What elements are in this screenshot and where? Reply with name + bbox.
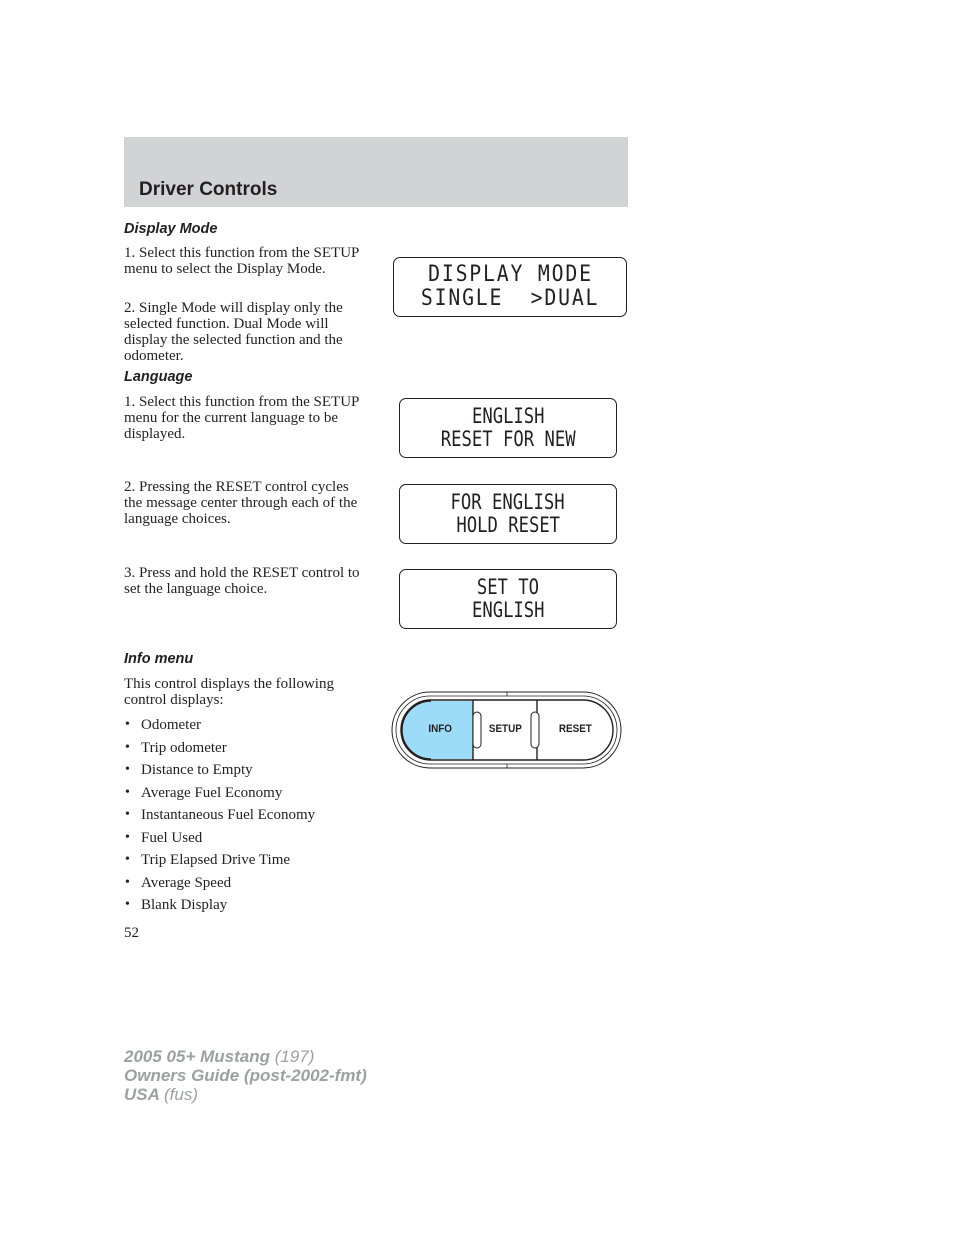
lcd-line-1: FOR ENGLISH [450, 490, 566, 514]
language-lcd-english [399, 398, 617, 458]
list-item: • Trip odometer [124, 737, 315, 760]
language-step-2: 2. Pressing the RESET control cycles the message center through each of the language choices. [124, 479, 358, 527]
info-menu-intro: This control displays the following control displays: [124, 676, 334, 708]
reset-button-label: RESET [558, 723, 592, 735]
info-menu-heading: Info menu [124, 651, 194, 667]
list-item: • Trip Elapsed Drive Time [124, 849, 315, 872]
page-title: Driver Controls [139, 179, 278, 200]
lcd-line-1: DISPLAY MODE [427, 262, 593, 287]
display-mode-heading: Display Mode [124, 221, 218, 237]
lcd-line-2: RESET FOR NEW [440, 427, 576, 451]
display-mode-lcd [393, 257, 627, 317]
lcd-line-2: HOLD RESET [456, 513, 560, 537]
footer-model: 2005 05+ Mustang [124, 1047, 270, 1066]
info-menu-list [124, 714, 315, 917]
setup-button-label: SETUP [488, 723, 522, 735]
footer-market: USA [124, 1085, 160, 1104]
language-lcd-hold-reset [399, 484, 617, 544]
display-mode-step-1: 1. Select this function from the SETUP menu to select the Display Mode. [124, 245, 359, 277]
footer-model-code: (197) [274, 1047, 315, 1066]
document-footer [124, 1047, 367, 1104]
page-number: 52 [124, 925, 139, 941]
header-band [124, 137, 628, 207]
list-item: • Distance to Empty [124, 759, 315, 782]
footer-market-code: (fus) [164, 1085, 198, 1104]
list-item: • Blank Display [124, 894, 315, 917]
display-mode-step-2: 2. Single Mode will display only the selected function. Dual Mode will display the selected function and the odometer. [124, 300, 343, 364]
info-setup-reset-control [391, 690, 623, 770]
list-item: • Average Speed [124, 872, 315, 895]
info-button-label: INFO [428, 723, 452, 735]
lcd-line-2: ENGLISH [471, 598, 545, 622]
language-lcd-set-to [399, 569, 617, 629]
lcd-line-1: SET TO [476, 575, 540, 599]
language-step-3: 3. Press and hold the RESET control to set the language choice. [124, 565, 360, 597]
footer-guide: Owners Guide (post-2002-fmt) [124, 1066, 367, 1085]
list-item: • Average Fuel Economy [124, 782, 315, 805]
lcd-line-2: SINGLE >DUAL [420, 286, 600, 311]
list-item: • Instantaneous Fuel Economy [124, 804, 315, 827]
list-item: • Odometer [124, 714, 315, 737]
lcd-line-1: ENGLISH [471, 404, 545, 428]
language-heading: Language [124, 369, 193, 385]
list-item: • Fuel Used [124, 827, 315, 850]
language-step-1: 1. Select this function from the SETUP menu for the current language to be displayed. [124, 394, 359, 442]
